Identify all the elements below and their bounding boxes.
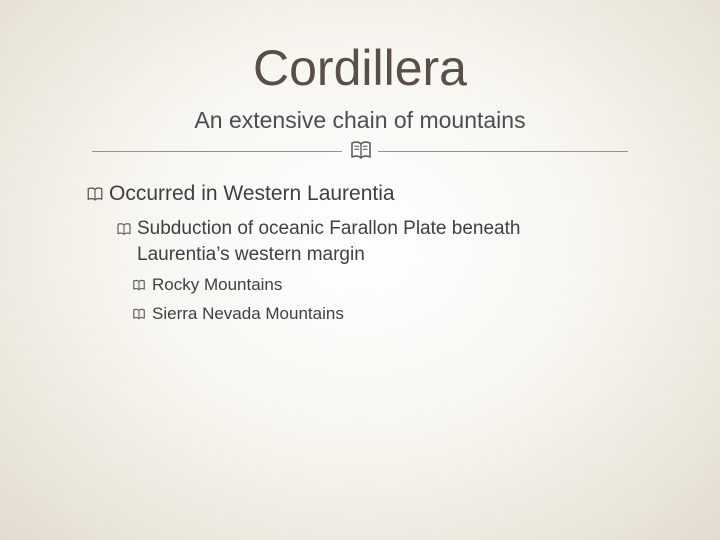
bullet-level-2 <box>116 216 586 268</box>
title-rule-left <box>92 151 342 152</box>
book-icon <box>86 185 104 203</box>
title-rule-right <box>378 151 628 152</box>
bullet-text: Subduction of oceanic Farallon Plate beneath Laurentia’s western margin <box>137 218 521 265</box>
bullet-level-1 <box>86 180 686 208</box>
bullet-text: Rocky Mountains <box>152 275 283 294</box>
slide-subtitle: An extensive chain of mountains <box>194 107 526 133</box>
bullet-level-3 <box>132 303 492 325</box>
bullet-text: Sierra Nevada Mountains <box>152 304 344 323</box>
book-icon <box>132 278 146 292</box>
slide-title: Cordillera <box>253 40 467 96</box>
book-icon <box>132 307 146 321</box>
book-icon <box>116 221 132 237</box>
bullet-level-3 <box>132 274 492 296</box>
bullet-text: Occurred in Western Laurentia <box>109 182 395 205</box>
book-icon <box>349 138 373 162</box>
